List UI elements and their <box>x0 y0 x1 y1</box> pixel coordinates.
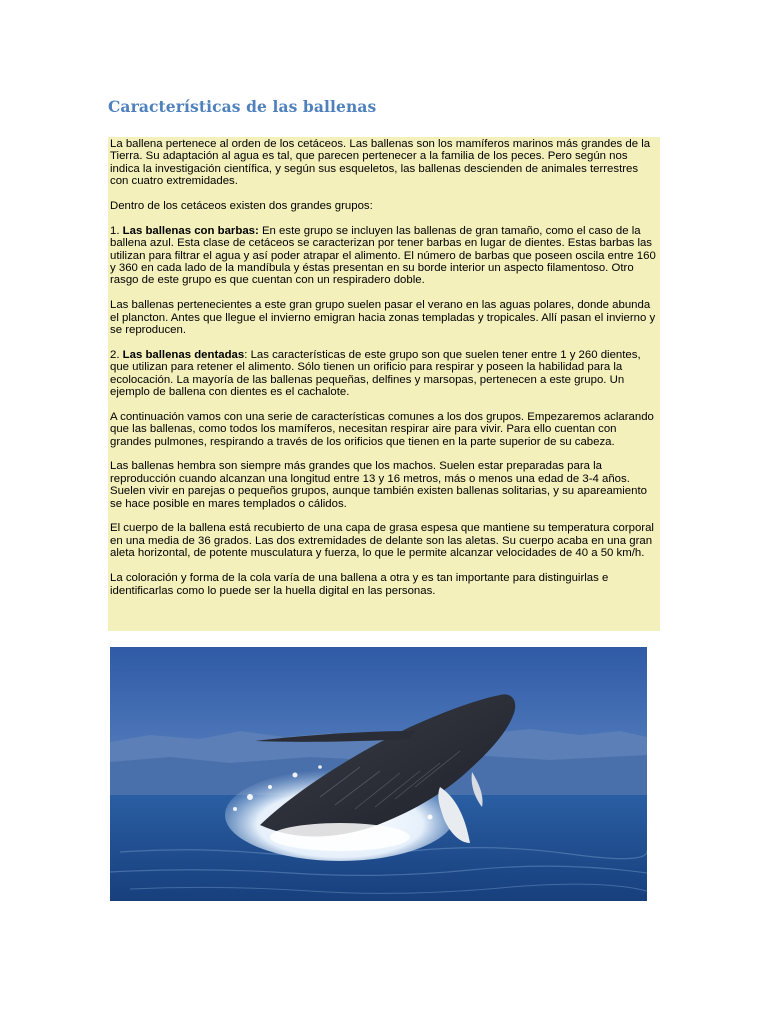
paragraph-groups: Dentro de los cetáceos existen dos grandes grupos: <box>110 200 373 213</box>
text-box <box>108 137 660 631</box>
list-number: 2. <box>110 348 123 361</box>
paragraph-dentadas <box>110 349 656 399</box>
paragraph-migration: Las ballenas pertenecientes a este gran grupo suelen pasar el verano en las aguas polares, donde abunda el plancton. Antes que llegue el invierno emigran hacia zonas templadas y tropicales. Allí pasan el invierno y se reproducen. <box>110 299 656 337</box>
heading-barbas: Las ballenas con barbas: <box>122 224 259 237</box>
page-title: Características de las ballenas <box>108 97 377 116</box>
whale-photo <box>110 647 647 901</box>
text-barbas: En este grupo se incluyen las ballenas de gran tamaño, como el caso de la ballena azul. Esta clase de cetáceos se caracterizan por tener barbas en lugar de dientes. Estas barbas las utilizan para filtrar el agua y así poder atrapar el alimento. El número de barbas que poseen oscila entre 160 y 360 en cada lado de la mandíbula y éstas presentan en su borde interior un aspecto filamentoso. Otro rasgo de este grupo es que cuentan con un respiradero doble. <box>110 224 656 287</box>
paragraph-common: A continuación vamos con una serie de características comunes a los dos grupos. Empezaremos aclarando que las ballenas, como todos los mamíferos, necesitan respirar aire para vivir. Para ello cuentan con grandes pulmones, respirando a través de los orificios que tienen en la parte superior de su cabeza. <box>110 410 654 448</box>
paragraph-barbas <box>110 225 656 287</box>
paragraph-intro: La ballena pertenece al orden de los cetáceos. Las ballenas son los mamíferos marinos más grandes de la Tierra. Su adaptación al agua es tal, que parecen pertenecer a la familia de los peces. Pero según nos indica la investigación científica, y según sus esqueletos, las ballenas descienden de animales terrestres con cuatro extremidades. <box>110 138 651 188</box>
paragraph-females: Las ballenas hembra son siempre más grandes que los machos. Suelen estar preparadas para la reproducción cuando alcanzan una longitud entre 13 y 16 metros, más o menos una edad de 3-4 años. Suelen vivir en parejas o pequeños grupos, aunque también existen ballenas solitarias, y su apareamiento se hace posible en mares templados o cálidos. <box>110 460 647 510</box>
paragraph-body: El cuerpo de la ballena está recubierto de una capa de grasa espesa que mantiene su temperatura corporal en una media de 36 grados. Las dos extremidades de delante son las aletas. Su cuerpo acaba en una gran aleta horizontal, de potente musculatura y fuerza, lo que le permite alcanzar velocidades de 40 a 50 km/h. <box>110 522 654 560</box>
list-number: 1. <box>110 224 123 237</box>
paragraph-tail: La coloración y forma de la cola varía de una ballena a otra y es tan importante para distinguirlas e identificarlas como lo puede ser la huella digital en las personas. <box>110 572 609 597</box>
heading-dentadas: Las ballenas dentadas <box>122 348 245 361</box>
text-dentadas: : Las características de este grupo son que suelen tener entre 1 y 260 dientes, que utilizan para retener el alimento. Sólo tienen un orificio para respirar y poseen la habilidad para la ecolocación. La mayoría de las ballenas pequeñas, delfines y marsopas, pertenecen a este grupo. Un ejemplo de ballena con dientes es el cachalote. <box>110 348 641 399</box>
